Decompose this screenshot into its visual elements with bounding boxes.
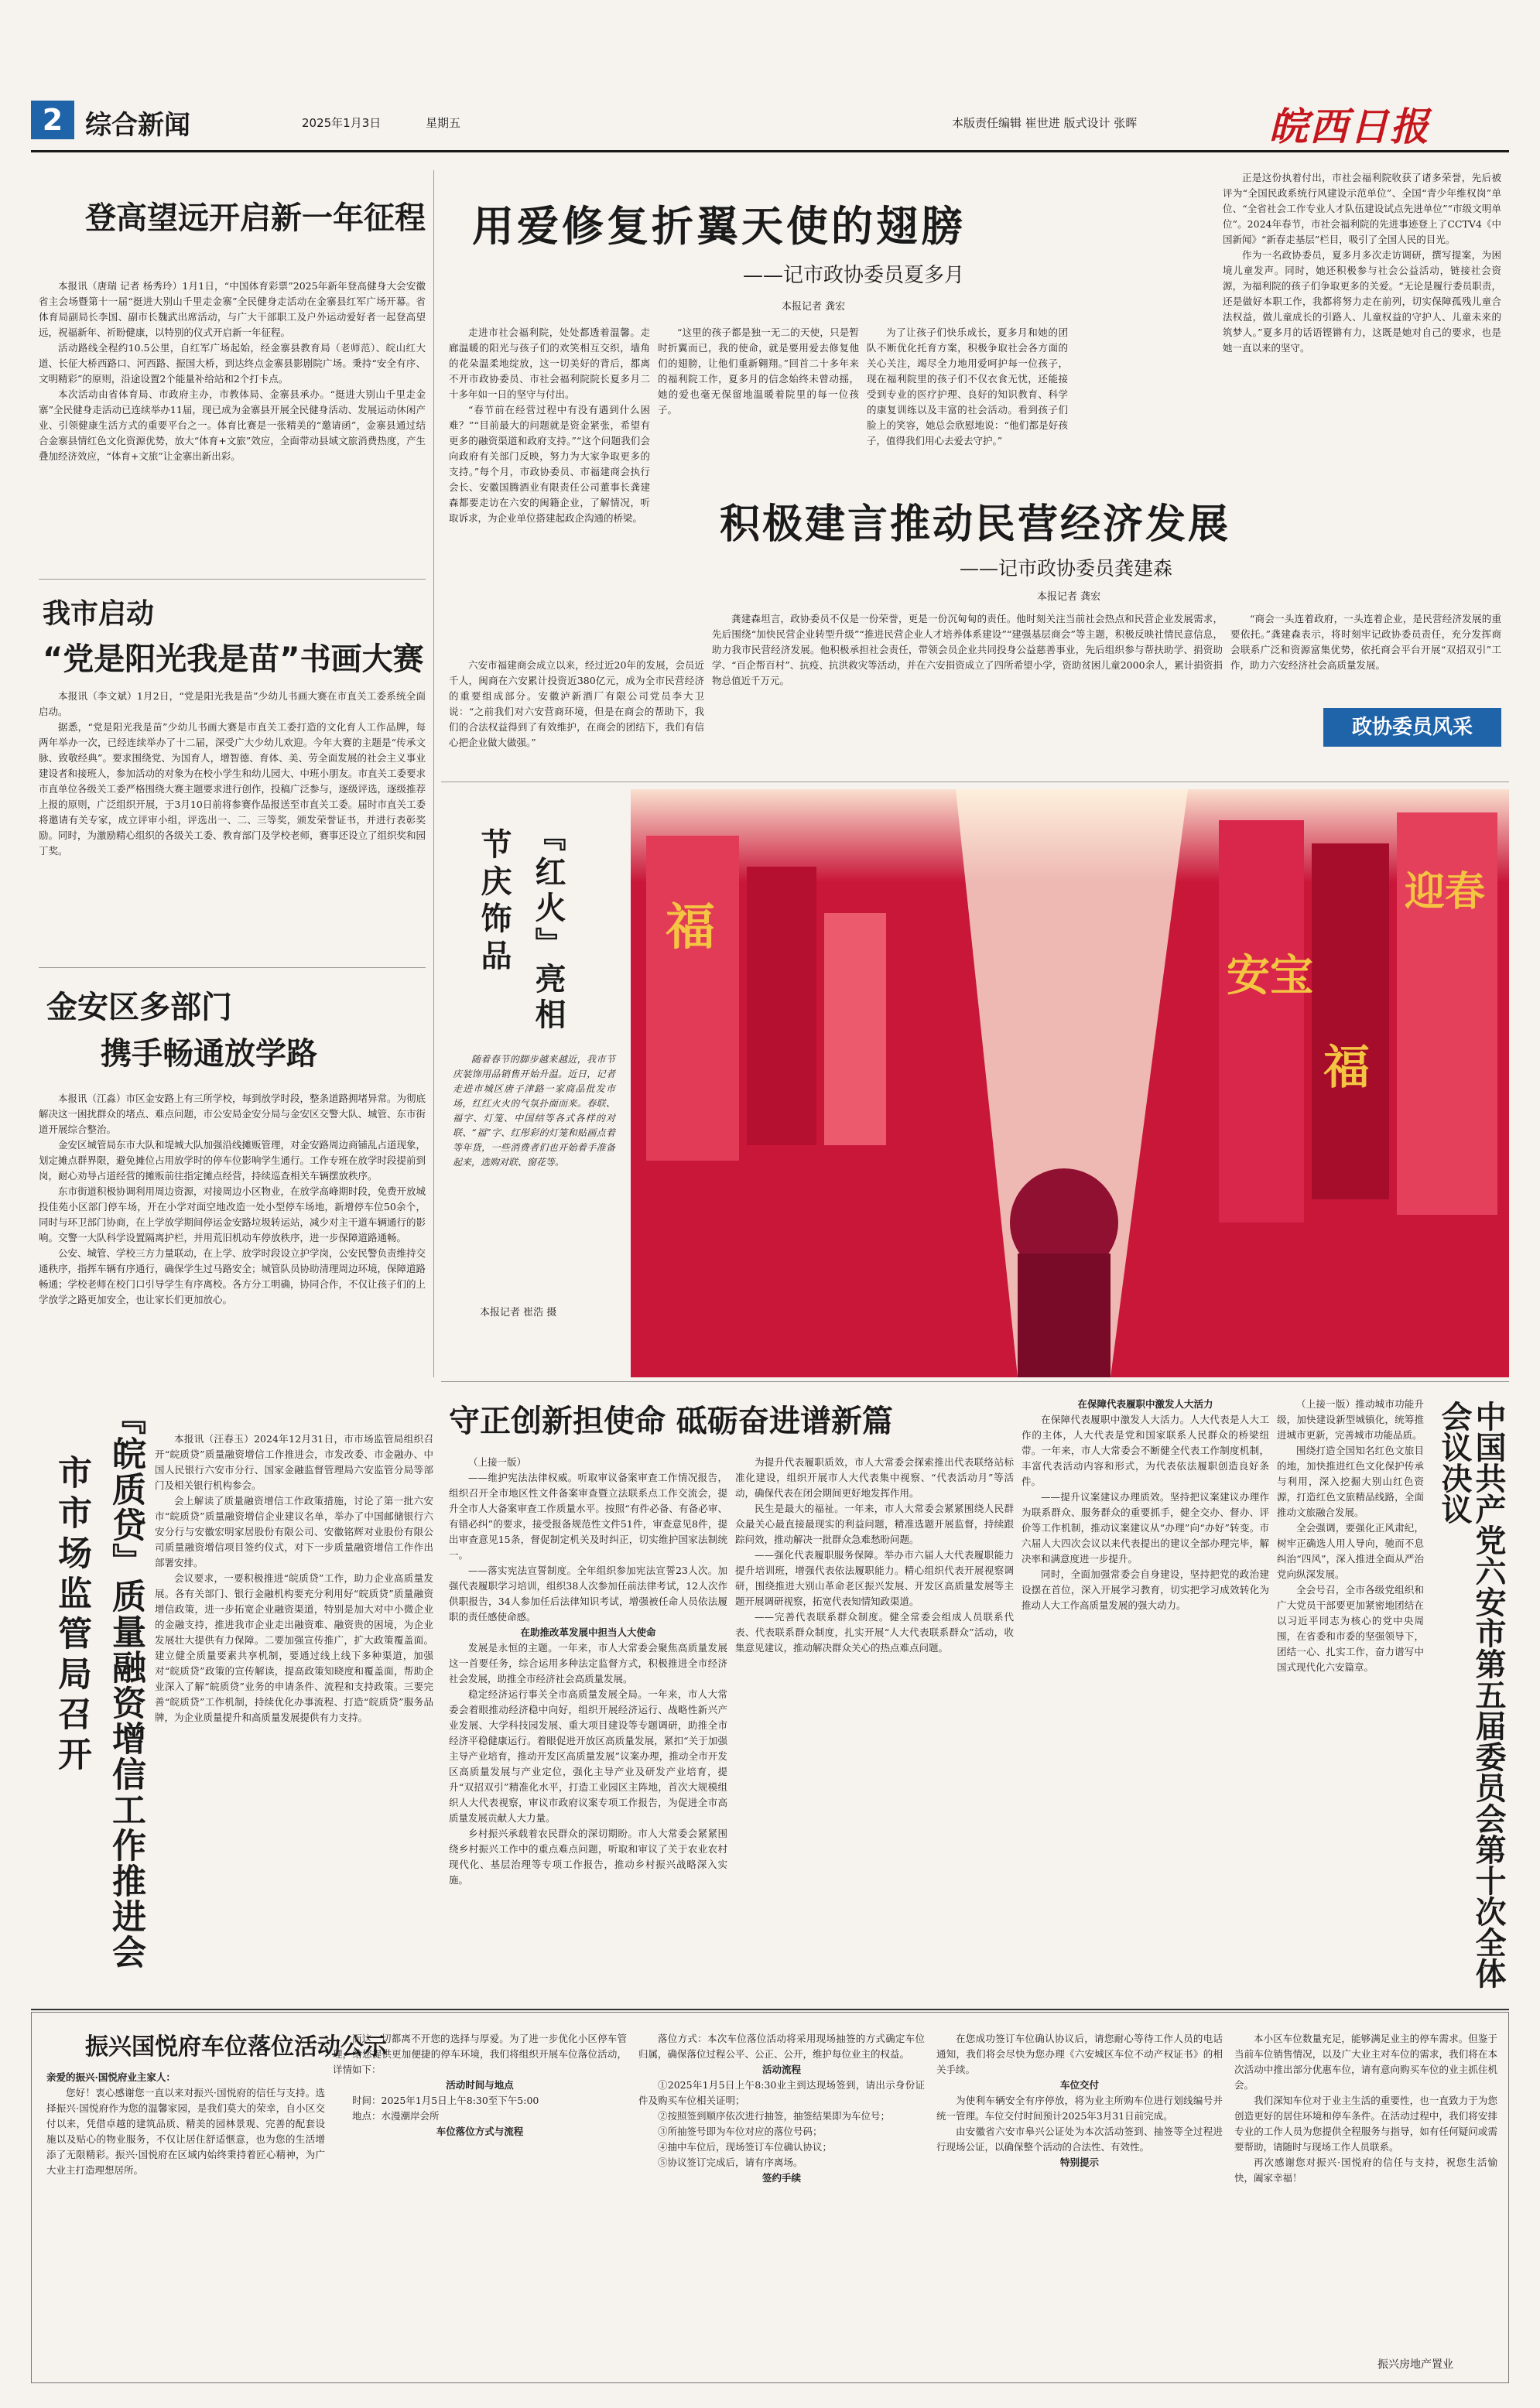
article4-byline: 本报记者 龚宏 <box>782 301 846 313</box>
notice-col1 <box>46 2070 325 2364</box>
festive-market-photo <box>631 789 1509 1377</box>
article4-title: 用爱修复折翼天使的翅膀 <box>472 201 966 251</box>
notice-para: ⑤协议签订完成后，请有序离场。 <box>658 2157 803 2168</box>
article1-para: 本报讯（唐瑞 记者 杨秀玲）1月1日，“中国体育彩票”2025年新年登高健身大会安徽省主会场暨第十一届“挺进大别山千里走金寨”全民健身走活动在金寨县红军广场开幕。省体育局副局长李国、副市长魏武出席活动，与广大干部职工及户外运动爱好者一起登高望远，祝福新年、祈盼健康，以特别的仪式开启新一年征程。 <box>39 280 426 338</box>
notice-col4 <box>936 2031 1223 2364</box>
article2-kicker: 我市启动 <box>43 598 155 630</box>
article6-para: 同时，全面加强常委会自身建设，坚持把党的政治建设摆在首位，深入开展学习教育，切实把学习成效转化为推动人大工作高质量发展的强大动力。 <box>1022 1568 1269 1611</box>
divider <box>31 2009 1509 2010</box>
article6-para: 民生是最大的福祉。一年来，市人大常委会紧紧围绕人民群众最关心最直接最现实的利益问题，精准选题开展监督，持续跟踪问效，推动解决一批群众急难愁盼问题。 <box>735 1503 1014 1545</box>
article2-title: “党是阳光我是苗”书画大赛 <box>43 641 424 677</box>
article7-title: 中国共产党六安市第五届委员会第十次全体会议决议 <box>1436 1401 1506 1989</box>
issue-date: 2025年1月3日 <box>302 116 382 130</box>
divider <box>39 967 426 968</box>
article4-para: “春节前在经营过程中有没有遇到什么困难？”“目前最大的问题就是资金紧张，希望有更多的融资渠道和政府支持。”“这个问题我们会向政府有关部门反映，努力为大家争取更多的支持。”每个月，市政协委员、市福建商会执行会长、安徽国腾酒业有限责任公司董事长龚建森都要走访在六安的闽籍企业，了解情况，听取诉求，为企业单位搭建起政企沟通的桥梁。 <box>449 404 650 524</box>
article6-para: ——完善代表联系群众制度。健全常委会组成人员联系代表、代表联系群众制度，扎实开展“人大代表联系群众”活动，收集意见建议，推动解决群众关心的热点难点问题。 <box>735 1611 1014 1654</box>
page-number: 2 <box>31 101 74 139</box>
notice-para: ②按照签到顺序依次进行抽签，抽签结果即为车位号； <box>658 2110 891 2122</box>
notice-para: 为使利车辆安全有序停放，将为业主所购车位进行划线编号并统一管理。车位交付时间预计2025年3月31日前完成。 <box>936 2095 1223 2122</box>
notice-para: 您好！衷心感谢您一直以来对振兴·国悦府的信任与支持。选择振兴·国悦府作为您的温馨家园，是我们莫大的荣幸，自小区交付以来，凭借卓越的建筑品质、精美的园林景观、完善的配套设施以及贴心的物业服务，不仅让居住舒适惬意，也为您的生活增添了无限精彩。振兴·国悦府在区域内始终秉持着匠心精神，为广大业主打造理想居所。 <box>46 2087 325 2176</box>
article5-col1 <box>449 658 704 782</box>
article6-para: ——落实宪法宣誓制度。全年组织参加宪法宣誓23人次。加强代表履职学习培训，组织38人次参加任前法律考试，12人次作供职报告，34人参加任后法律知识考试，增强被任命人员依法履职的责任感使命感。 <box>449 1565 727 1623</box>
section-title: 综合新闻 <box>85 110 190 141</box>
photo-caption: 随着春节的脚步越来越近，我市节庆装饰用品销售开始升温。近日，记者走进市城区唐子津路一家商品批发市场，红红火火的气氛扑面而来。春联、福字、灯笼、中国结等各式各样的对联、“福”字、红彤彩的灯笼和贴画点着等年货，一些消费者们也开始着手准备起来，选购对联、窗花等。 <box>453 1054 615 1168</box>
article7-para: （上接一版）推动城市功能升级，加快建设新型城镇化，统筹推进城市更新，完善城市功能品质。 <box>1277 1398 1424 1441</box>
article1-para: 活动路线全程约10.5公里，自红军广场起始，经金寨县教育局（老师范）、皖山红大道、长征大桥西路口、河西路、振国大桥，到达终点金寨县影剧院广场。秉持“安全有序、文明精彩”的原则，沿途设置2个能量补给站和2个打卡点。 <box>39 342 426 385</box>
article3-title-line2: 携手畅通放学路 <box>101 1036 317 1072</box>
notice-signature: 振兴房地产置业 <box>1377 2358 1453 2371</box>
article6-para: ——强化代表履职服务保障。举办市六届人大代表履职能力提升培训班，增强代表依法履职能力。精心组织代表开展视察调研，围绕推进大别山革命老区振兴发展、开发区高质量发展等主题开展调研视察，拓宽代表知情知政渠道。 <box>735 1549 1014 1607</box>
notice-heading: 车位落位方式与流程 <box>436 2126 524 2137</box>
article6-para: 在保障代表履职中激发人大活力。人大代表是人大工作的主体，人大代表是党和国家联系人民群众的桥梁纽带。一年来，市人大常委会不断健全代表工作制度机制，丰富代表活动内容和形式，为代表依法履职创造良好条件。 <box>1022 1414 1269 1487</box>
notice-para: ③所抽签号即为车位对应的落位号码； <box>658 2126 823 2137</box>
notice-para: ④抽中车位后，现场签订车位确认协议； <box>658 2141 833 2153</box>
article8-para: 会上解读了质量融资增信工作政策措施，讨论了第一批六安市“皖质贷”质量融资增信企业建议名单，举办了中国邮储银行六安分行与安徽宏明家居股份有限公司、安徽铭辉对业股份有限公司质量融资增信项目签约仪式，对下一步质量融资增信工作作出部署安排。 <box>155 1495 433 1568</box>
article8-title-line1: 市市场监管局召开 <box>52 1455 91 1777</box>
article3-para: 金安区城管局东市大队和堤城大队加强沿线摊贩管理，对金安路周边商铺乱占道现象，划定摊点群界限，避免摊位占用放学时的停车位影响学生通行。工作专班在放学时段提前到岗，耐心劝导占道经营的摊贩前往指定摊点经营，持续巡查相关车辆摆放秩序。 <box>39 1139 426 1182</box>
article6-para: 发展是永恒的主题。一年来，市人大常委会聚焦高质量发展这一首要任务，综合运用多种法定监督方式，积极推进全市经济社会发展，助推全市经济社会高质量发展。 <box>449 1642 727 1685</box>
notice-heading: 签约手续 <box>761 2172 801 2184</box>
notice-para: 再次感谢您对振兴·国悦府的信任与支持，祝您生活愉快，阖家幸福！ <box>1234 2157 1497 2184</box>
article6-section-heading: 在助推改革发展中担当人大使命 <box>520 1626 656 1638</box>
article8-body <box>155 1431 433 2004</box>
article5-col3 <box>1230 611 1501 696</box>
article4-col4 <box>1223 170 1501 487</box>
sign-text: 福 <box>666 898 715 956</box>
article6-para: 乡村振兴承载着农民群众的深切期盼。市人大常委会紧紧围绕乡村振兴工作中的重点难点问题，听取和审议了关于农业农村现代化、基层治理等专项工作报告，推动乡村振兴战略深入实施。 <box>449 1828 727 1886</box>
article8-title-line2: 『皖质贷』质量融资增信工作推进会 <box>106 1401 145 1970</box>
notice-col3 <box>638 2031 925 2364</box>
article2-body <box>39 689 426 859</box>
article5-subtitle: ——记市政协委员龚建森 <box>960 557 1173 580</box>
article4-para: 走进市社会福利院，处处都透着温馨。走廊温暖的阳光与孩子们的欢笑相互交织，墙角的花朵温柔地绽放，这一切美好的背后，都离不开市政协委员、市社会福利院院长夏多月二十多年如一日的坚守与付出。 <box>449 327 650 400</box>
article6-para: ——提升议案建议办理质效。坚持把议案建议办理作为联系群众、服务群众的重要抓手，健全交办、督办、评价等工作机制，推动议案建议从“办理”向“办好”转变。市六届人大四次会议以来代表提出的建议全部办理完毕，解决率和满意度进一步提升。 <box>1022 1491 1269 1565</box>
notice-heading: 活动时间与地点 <box>446 2079 514 2091</box>
notice-para: 时间：2025年1月5日上午8:30至下午5:00 <box>352 2095 539 2106</box>
column-rule <box>433 170 434 1377</box>
article8-para: 本报讯（汪春玉）2024年12月31日，市市场监管局组织召开“皖质贷”质量融资增信工作推进会，市发改委、市金融办、中国人民银行六安市分行、国家金融监督管理局六安监管分局等部门及相关银行机构参会。 <box>155 1433 433 1491</box>
article3-body <box>39 1091 426 1308</box>
article6-col1 <box>449 1455 727 1996</box>
article4-col3 <box>867 325 1068 487</box>
issue-weekday: 星期五 <box>426 116 461 130</box>
article6-para: 稳定经济运行事关全市高质量发展全局。一年来，市人大常委会着眼推动经济稳中向好，组织开展经济运行、战略性新兴产业发展、大学科技园发展、重大项目建设等专题调研，助推全市经济平稳健康运行。着眼促进开放区高质量发展，紧扣“关于加强主导产业培育，推动开发区高质量发展”议案办理，推动全市开发区高质量发展与产业定位，强化主导产业及研发产业培育，提升“双招双引”精准化水平，打造工业园区主阵地，首次大规模组织人大代表视察，审议市政府议案专项工作报告，为促进全市高质量发展贡献人大力量。 <box>449 1688 727 1824</box>
notice-heading: 活动流程 <box>761 2064 801 2075</box>
notice-para: ①2025年1月5日上午8:30业主到达现场签到，请出示身份证件及购买车位相关证明； <box>638 2079 925 2106</box>
notice-para: 落位方式：本次车位落位活动将采用现场抽签的方式确定车位归属，确保落位过程公平、公正、公开，维护每位业主的权益。 <box>638 2033 925 2060</box>
divider <box>39 579 426 580</box>
article4-subtitle: ——记市政协委员夏多月 <box>743 264 965 287</box>
article2-para: 本报讯（李文斌）1月2日，“党是阳光我是苗”少幼儿书画大赛在市直关工委系统全面启动。 <box>39 690 426 717</box>
notice-para: 而这一切都离不开您的选择与厚爱。为了进一步优化小区停车管理，给您提供更加便捷的停车环境，我们将组织开展车位落位活动，详情如下： <box>333 2033 627 2075</box>
masthead <box>31 101 1509 147</box>
notice-salutation: 亲爱的振兴·国悦府业主家人： <box>46 2071 176 2083</box>
notice-col2 <box>333 2031 627 2364</box>
article1-body <box>39 279 426 464</box>
article5-col2 <box>712 611 1223 751</box>
article2-para: 据悉，“党是阳光我是苗”少幼儿书画大赛是市直关工委打造的文化育人工作品牌，每两年举办一次，已经连续举办了十二届，深受广大少幼儿欢迎。今年大赛的主题是“传承文脉、致敬经典”。要求围绕党、为国育人，增智德、育体、美、劳全面发展的社会主义事业建设者和接班人，参加活动的对象为在校小学生和幼儿园大、中班小朋友。市直关工委要求市直单位各级关工委严格围绕大赛主题要求进行创作，投稿广泛参与，逐级评选，逐级推荐上报的原则，广泛组织开展，于3月10日前将参赛作品报送至市直关工委。届时市直关工委将邀请有关专家，成立评审小组，评选出一、二、三等奖，颁发荣誉证书，并进行表彰奖励。同时，为激励精心组织的各级关工委、教育部门及学校老师，赛事还设立了组织奖和园丁奖。 <box>39 721 426 857</box>
article1-para: 本次活动由省体育局、市政府主办，市教体局、金寨县承办。“挺进大别山千里走金寨”全民健身走活动已连续举办11届，现已成为金寨县开展全民健身活动、发展运动休闲产业、引领健康生活方式的重要平台之一。体育比赛是一张精美的“邀请函”，金寨县通过结合金寨县情红色文化资源优势，放大“体育+文旅”效应，全面带动县域文旅消费热度，产生叠加经济效应，“体育+文旅”让金寨出新出彩。 <box>39 388 426 462</box>
notice-para: 我们深知车位对于业主生活的重要性，也一直致力于为您创造更好的居住环境和停车条件。在活动过程中，我们将安排专业的工作人员为您提供全程服务与指导，如有任何疑问或需要帮助，请随时与现场工作人员联系。 <box>1234 2095 1497 2153</box>
article7-para: 全会强调，要强化正风肃纪，树牢正确选人用人导向，驰而不息纠治“四风”，深入推进全面从严治党向纵深发展。 <box>1277 1522 1424 1580</box>
article3-para: 公安、城管、学校三方力量联动，在上学、放学时段设立护学岗，公安民警负责维持交通秩序，指挥车辆有序通行，确保学生过马路安全；城管队员协助清理周边环境，保障道路畅通；学校老师在校门口引导学生有序离校。各方分工明确，协同合作，不仅让孩子们的上学放学之路更加安全，也让家长们更加放心。 <box>39 1247 426 1305</box>
article8-para: 会议要求，一要积极推进“皖质贷”工作，助力企业高质量发展。各有关部门、银行金融机构要充分利用好“皖质贷”质量融资增信政策，进一步拓宽企业融资渠道，特别是加大对中小微企业的金融支持，推进我市企业走出融资难、融资贵的困境，为企业发展壮大提供有力保障。二要加强宣传推广，扩大政策覆盖面。建立健全质量要素共享机制，要通过线上线下多种渠道，加强对“皖质贷”政策的宣传解读，提高政策知晓度和覆盖面，帮助企业深入了解“皖质贷”业务的申请条件、流程和支持政策。三要完善“皖质贷”工作机制，持续优化办事流程、打造“皖质贷”服务品牌，为企业质量提升和高质量发展提供有力支持。 <box>155 1572 433 1723</box>
notice-col5 <box>1234 2031 1497 2348</box>
article5-para: 龚建森坦言，政协委员不仅是一份荣誉，更是一份沉甸甸的责任。他时刻关注当前社会热点和民营企业发展需求，先后围绕“加快民营企业转型升级”“推进民营企业人才培养体系建设”“建强基层商会”等主题，积极反映社情民意信息，助力我市民营经济发展。他积极承担社会责任，带领会员企业共同投身公益慈善事业，先后组织参与帮扶助学、捐资助学、“百企帮百村”、抗疫、抗洪救灾等活动，并在六安捐资成立了四所希望小学，资助贫困儿童2000余人，累计捐资捐物总值近千万元。 <box>712 613 1223 686</box>
masthead-rule <box>31 150 1509 152</box>
paper-logo: 皖西日报 <box>1269 104 1430 149</box>
article6-para: ——维护宪法法律权威。听取审议备案审查工作情况报告，组织召开全市地区性文件备案审查暨立法联系点工作交流会，提升全市人大备案审查工作质量水平。按照“有件必备、有备必审、有错必纠”的要求，接受报备规范性文件51件，审查意见8件，提出审查意见15条，督促制定机关及时纠正，切实维护国家法制统一。 <box>449 1472 727 1561</box>
notice-heading: 车位交付 <box>1059 2079 1099 2091</box>
divider <box>441 1381 1509 1382</box>
article6-col3 <box>1022 1397 1269 2000</box>
article4-para: 作为一名政协委员，夏多月多次走访调研，撰写提案，为困境儿童发声。同时，她还积极参与社会公益活动，链接社会资源，为福利院的孩子们争取更多的关爱。“无论是履行委员职责，还是做好本职工作，我都将努力走在前列，切实保障孤残儿童合法权益，做儿童成长的引路人、儿童权益的守护人、儿童未来的筑梦人。”夏多月的话语铿锵有力，这既是她对自己的要求，也是她一直以来的坚守。 <box>1223 249 1501 354</box>
article5-title: 积极建言推动民营经济发展 <box>720 501 1231 548</box>
photo-credit: 本报记者 崔浩 摄 <box>480 1307 557 1319</box>
editors-credit: 本版责任编辑 崔世进 版式设计 张晖 <box>952 116 1138 130</box>
article3-title-line1: 金安区多部门 <box>46 990 232 1025</box>
article5-byline: 本报记者 龚宏 <box>1037 591 1101 603</box>
article3-para: 本报讯（江淼）市区金安路上有三所学校，每到放学时段，整条道路拥堵异常。为彻底解决这一困扰群众的堵点、难点问题，市公安局金安分局与金安区交警大队、城管、东市街道开展综合整治。 <box>39 1093 426 1135</box>
article4-col1 <box>449 325 650 650</box>
article3-para: 东市街道积极协调利用周边资源，对接周边小区物业，在放学高峰期时段，免费开放城投佳苑小区部门停车场，开在小学对面空地改造一处小型停车场地，新增停车位50余个，同时与环卫部门协商，在上学放学期间停运金安路垃圾转运站，减少对主干道车辆通行的影响。交警一大队科学设置隔离护栏，并用荒旧机动车停放秩序，进一步保障道路通畅。 <box>39 1185 426 1243</box>
notice-title: 振兴国悦府车位落位活动公示 <box>85 2033 387 2061</box>
article7-body <box>1277 1397 1424 2000</box>
article5-para: “商会一头连着政府，一头连着企业，是民营经济发展的重要依托。”龚建森表示，将时刻牢记政协委员责任，充分发挥商会联系广泛和资源富集优势，依托商会平台开展“双招双引”工作，助力六安经济社会高质量发展。 <box>1230 613 1501 671</box>
article4-col2 <box>658 325 859 487</box>
article4-para: 为了让孩子们快乐成长，夏多月和她的团队不断优化托育方案，积极争取社会各方面的关心关注，竭尽全力地用爱呵护每一位孩子，现在福利院里的孩子们不仅衣食无忧，还能接受到专业的医疗护理、良好的知识教育、科学的康复训练以及丰富的社会活动。看到孩子们脸上的笑容，她总会欣慰地说：“他们都是好孩子，值得我们用心去爱去守护。” <box>867 327 1068 446</box>
badge-cppcc-profile: 政协委员风采 <box>1323 708 1501 747</box>
sign-text: 福 <box>1323 1041 1370 1095</box>
notice-heading: 特别提示 <box>1059 2157 1099 2168</box>
article6-para: 为提升代表履职质效，市人大常委会探索推出代表联络站标准化建设，组织开展市人大代表集中视察、“代表活动月”等活动，确保代表在闭会期间更好地发挥作用。 <box>735 1456 1014 1499</box>
article4-para: 正是这份执着付出，市社会福利院收获了诸多荣誉，先后被评为“全国民政系统行风建设示范单位”、全国“青少年维权岗”单位、“全省社会工作专业人才队伍建设试点先进单位”“市级文明单位”。2024年春节，市社会福利院的先进事迹登上了CCTV4《中国新闻》“新春走基层”栏目，吸引了全国人民的目光。 <box>1223 172 1501 245</box>
article6-title: 守正创新担使命 砥砺奋进谱新篇 <box>449 1404 893 1439</box>
article6-para: （上接一版） <box>468 1456 527 1468</box>
photo-title-line1: 节庆饰品 <box>476 828 512 977</box>
photo-illustration <box>631 789 1509 1377</box>
article1-title: 登高望远开启新一年征程 <box>85 200 426 236</box>
notice-para: 本小区车位数量充足，能够满足业主的停车需求。但鉴于当前车位销售情况，以及广大业主对车位的需求，我们将在本次活动中推出部分优惠车位，请有意向购买车位的业主抓住机会。 <box>1234 2033 1497 2091</box>
article4-para: “这里的孩子都是独一无二的天使，只是暂时折翼而已，我的使命，就是要用爱去修复他们的翅膀，让他们重新翱翔。”回首二十多年来的福利院工作，夏多月的信念始终未曾动摇，她的爱也毫无保留地温暖着院里的每一位孩子。 <box>658 327 859 416</box>
article6-col2 <box>735 1455 1014 1996</box>
sign-text: 迎春 <box>1405 868 1486 915</box>
article6-section-heading: 在保障代表履职中激发人大活力 <box>1077 1398 1213 1410</box>
sign-text: 安宝 <box>1227 950 1313 1001</box>
article7-para: 围绕打造全国知名红色文旅目的地，加快推进红色文化保护传承与利用，深入挖掘大别山红色资源，打造红色文旅精品线路，全面推动文旅融合发展。 <box>1277 1445 1424 1518</box>
article5-para: 六安市福建商会成立以来，经过近20年的发展，会员近千人，闽商在六安累计投资近380亿元，成为全市民营经济的重要组成部分。安徽泸新酒厂有限公司党员李大卫说：“之前我们对六安营商环境，但是在商会的帮助下，我们的合法权益得到了有效维护，在商会的团结下，我们有信心把企业做大做强。” <box>449 659 704 748</box>
photo-title-line2: 『红火』亮相 <box>530 820 566 1034</box>
article7-para: 全会号召，全市各级党组织和广大党员干部要更加紧密地团结在以习近平同志为核心的党中央周围，在省委和市委的坚强领导下，团结一心、扎实工作，奋力谱写中国式现代化六安篇章。 <box>1277 1584 1424 1673</box>
notice-para: 由安徽省六安市皋兴公证处为本次活动签到、抽签等全过程进行现场公证，以确保整个活动的合法性、有效性。 <box>936 2126 1223 2153</box>
notice-para: 地点：水漫潮岸会所 <box>352 2110 440 2122</box>
notice-para: 在您成功签订车位确认协议后，请您耐心等待工作人员的电话通知，我们将会尽快为您办理《六安城区车位不动产权证书》的相关手续。 <box>936 2033 1223 2075</box>
